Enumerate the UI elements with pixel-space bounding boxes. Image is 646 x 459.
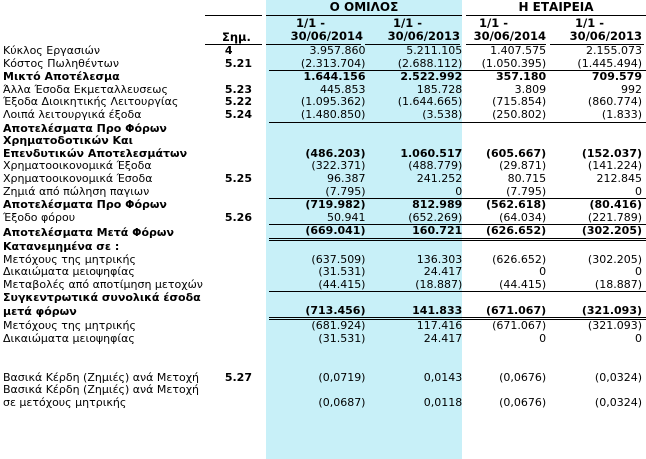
- row-value: (0,0687): [318, 395, 366, 409]
- row-value: (0,0676): [499, 370, 547, 384]
- row-label: Έξοδα Διοικητικής Λειτουργίας: [3, 96, 179, 109]
- row-label: Αποτελέσματα Προ Φόρων: [3, 198, 167, 212]
- row-value: 5.211.105: [406, 44, 463, 57]
- row-value: (0,0324): [594, 370, 642, 384]
- row-note: [225, 122, 269, 135]
- row-value: (321.093): [550, 305, 646, 319]
- row-note: [225, 292, 269, 305]
- row-label: Χρηματοοικονομικά Έξοδα: [3, 160, 152, 173]
- row-label: [0, 346, 225, 359]
- row-label: Κύκλος Εργασιών: [3, 45, 100, 57]
- row-value: (302.205): [587, 252, 642, 266]
- row-value: [550, 122, 646, 135]
- row-label: Αποτελέσματα Μετά Φόρων: [3, 225, 174, 239]
- column-header-group-2013: 1/1 - 30/06/2013: [387, 16, 460, 43]
- row-note: [225, 186, 269, 199]
- table-row: [0, 333, 646, 346]
- table-row: [0, 279, 646, 292]
- row-value: (221.789): [550, 212, 646, 225]
- row-value: (302.205): [550, 225, 646, 240]
- row-value: (669.041): [269, 225, 368, 240]
- row-value: 2.522.992: [400, 70, 463, 84]
- row-value: 0: [635, 265, 642, 279]
- row-value: 0,0143: [423, 370, 463, 384]
- row-value: 160.721: [367, 225, 464, 240]
- row-label: Δικαιώματα μειοψηφίας: [3, 266, 135, 279]
- table-row: [0, 358, 646, 384]
- row-value: [367, 239, 464, 253]
- row-label: Βασικά Κέρδη (Ζημιές) ανά Μετοχή: [3, 384, 200, 397]
- row-note: [225, 135, 269, 148]
- table-row: [0, 199, 646, 212]
- row-value: (141.224): [587, 159, 642, 173]
- row-value: (1.445.494): [550, 58, 646, 71]
- row-value: 80.715: [507, 171, 547, 185]
- row-note: 5.22: [224, 95, 252, 109]
- row-value: (322.371): [311, 159, 366, 173]
- row-value: (250.802): [464, 109, 550, 122]
- row-note: [225, 397, 269, 410]
- row-value: [464, 292, 550, 305]
- row-value: [550, 292, 646, 305]
- row-note: 5.25: [224, 171, 252, 185]
- row-label: Μικτό Αποτέλεσμα: [3, 70, 120, 84]
- row-label: Ζημιά από πώληση παγιων: [3, 185, 150, 199]
- table-row: [0, 173, 646, 186]
- row-value: 709.579: [591, 70, 642, 84]
- row-value: 812.989: [412, 198, 463, 212]
- row-value: (0,0676): [499, 395, 547, 409]
- row-value: [464, 122, 550, 135]
- row-note: [225, 71, 269, 84]
- row-note: [225, 266, 269, 279]
- row-value: 0,0118: [423, 395, 463, 409]
- row-value: 0: [539, 265, 547, 279]
- row-value: (31.531): [318, 332, 366, 346]
- row-value: 96.387: [326, 171, 366, 185]
- row-value: (44.415): [269, 279, 368, 292]
- row-value: [367, 135, 464, 148]
- table-header: [0, 0, 646, 44]
- row-value: 3.957.860: [309, 44, 366, 57]
- row-value: (0,0719): [318, 370, 366, 384]
- row-value: [367, 292, 464, 305]
- row-label: Δικαιώματα μειοψηφίας: [3, 333, 135, 346]
- row-label: Λοιπά λειτουργικά έξοδα: [3, 108, 142, 122]
- row-value: (152.037): [581, 146, 642, 160]
- row-note: [225, 346, 269, 359]
- row-value: (1.833): [550, 109, 646, 122]
- row-value: (637.509): [311, 252, 366, 266]
- row-value: (486.203): [305, 146, 366, 160]
- table-row: [0, 384, 646, 397]
- row-note: [225, 305, 269, 319]
- row-value: (18.887): [367, 279, 464, 292]
- row-value: 117.416: [416, 319, 463, 333]
- row-note: [225, 384, 269, 397]
- row-note: 5.27: [224, 370, 252, 384]
- row-value: 212.845: [596, 171, 642, 185]
- row-value: [550, 346, 646, 359]
- row-value: (626.652): [464, 225, 550, 240]
- row-value: 24.417: [423, 265, 463, 279]
- row-value: (80.416): [589, 198, 642, 212]
- row-value: (31.531): [318, 265, 366, 279]
- row-value: (1.644.665): [397, 95, 463, 109]
- row-value: [269, 122, 368, 135]
- row-value: 0: [635, 332, 642, 346]
- row-note: [225, 225, 269, 240]
- row-value: (44.415): [464, 279, 550, 292]
- row-label: Μετόχους της μητρικής: [3, 319, 136, 333]
- row-value: [550, 239, 646, 253]
- row-value: (7.795): [269, 186, 368, 199]
- row-value: (2.688.112): [367, 58, 464, 71]
- row-note: 4: [224, 44, 233, 57]
- row-value: (2.313.704): [269, 58, 368, 71]
- table-row: [0, 292, 646, 305]
- row-value: 1.644.156: [303, 70, 366, 84]
- row-value: (652.269): [367, 212, 464, 225]
- row-note: [225, 239, 269, 253]
- table-row: [0, 266, 646, 279]
- row-value: 24.417: [423, 332, 463, 346]
- row-note: [225, 199, 269, 212]
- row-label: Έξοδο φόρου: [3, 211, 76, 225]
- row-value: [367, 346, 464, 359]
- table-row: [0, 135, 646, 148]
- row-value: [550, 384, 646, 397]
- row-value: (29.871): [499, 159, 547, 173]
- row-value: (715.854): [492, 95, 547, 109]
- row-note: 5.24: [224, 108, 252, 122]
- row-value: 50.941: [269, 212, 368, 225]
- row-label: Χρηματοδοτικών Και: [3, 135, 133, 148]
- income-statement-table: [0, 45, 646, 409]
- row-label: Άλλα Έσοδα Εκμεταλλευσεως: [3, 83, 168, 96]
- row-value: [367, 384, 464, 397]
- row-value: (321.093): [587, 319, 642, 333]
- table-row: [0, 397, 646, 410]
- row-value: (671.067): [464, 305, 550, 319]
- row-value: [367, 122, 464, 135]
- table-row: [0, 109, 646, 122]
- table-row: [0, 305, 646, 319]
- row-note: 5.26: [224, 211, 252, 225]
- row-label: Μετόχους της μητρικής: [3, 253, 136, 266]
- row-label: Μεταβολές από αποτίμηση μετοχών: [3, 278, 203, 292]
- row-value: 1.407.575: [490, 44, 547, 57]
- note-column-header: Σημ.: [222, 30, 251, 44]
- row-value: (1.480.850): [269, 109, 368, 122]
- row-label: Κόστος Πωληθέντων: [3, 57, 119, 71]
- row-value: [464, 239, 550, 253]
- row-value: [464, 346, 550, 359]
- row-value: [269, 292, 368, 305]
- row-value: (626.652): [492, 252, 547, 266]
- row-value: 185.728: [416, 82, 463, 96]
- table-row: [0, 346, 646, 359]
- header-rule: [205, 15, 262, 16]
- table-row: [0, 45, 646, 58]
- row-note: [225, 148, 269, 161]
- table-row: [0, 186, 646, 199]
- table-row: [0, 71, 646, 84]
- table-row: [0, 122, 646, 135]
- row-value: [464, 384, 550, 397]
- row-value: 0: [539, 332, 547, 346]
- row-label: Αποτελέσματα Προ Φόρων: [3, 122, 167, 135]
- row-label: Συγκεντρωτικά συνολικά έσοδα: [3, 291, 201, 305]
- row-value: 141.833: [367, 305, 464, 319]
- row-value: 3.809: [514, 82, 547, 96]
- table-row: [0, 239, 646, 253]
- row-value: (562.618): [485, 198, 547, 212]
- row-value: (713.456): [269, 305, 368, 319]
- row-value: (860.774): [587, 95, 642, 109]
- row-value: (488.779): [408, 159, 463, 173]
- column-header-company-2013: 1/1 - 30/06/2013: [569, 16, 642, 43]
- row-note: [225, 333, 269, 346]
- row-label: σε μετόχους μητρικής: [3, 396, 127, 409]
- row-label: Επενδυτικών Αποτελεσμάτων: [3, 147, 188, 160]
- row-value: 136.303: [416, 252, 463, 266]
- row-note: [225, 279, 269, 292]
- row-value: 0: [367, 186, 464, 199]
- row-label: Βασικά Κέρδη (Ζημιές) ανά Μετοχή: [3, 370, 200, 384]
- company-header: Η ΕΤΑΙΡΕΙΑ: [466, 0, 646, 16]
- row-label: μετά φόρων: [3, 305, 77, 319]
- row-note: 5.23: [224, 82, 252, 96]
- row-value: 992: [621, 82, 642, 96]
- table-row: [0, 160, 646, 173]
- row-value: (681.924): [311, 319, 366, 333]
- row-value: (18.887): [550, 279, 646, 292]
- row-label: Χρηματοοικονομικά Έσοδα: [3, 172, 153, 185]
- table-row: [0, 212, 646, 225]
- row-note: 5.21: [224, 57, 252, 71]
- row-value: [464, 135, 550, 148]
- row-value: 0: [550, 186, 646, 199]
- row-value: 1.060.517: [400, 146, 463, 160]
- row-value: (1.050.395): [464, 58, 550, 71]
- group-header: Ο ΟΜΙΛΟΣ: [266, 0, 462, 16]
- row-value: 2.155.073: [586, 44, 642, 57]
- row-value: (605.667): [485, 146, 547, 160]
- row-value: 241.252: [416, 171, 463, 185]
- row-label: Κατανεμημένα σε :: [3, 239, 120, 253]
- row-note: [225, 254, 269, 267]
- row-value: [269, 346, 368, 359]
- table-row: [0, 225, 646, 240]
- column-header-company-2014: 1/1 - 30/06/2014: [473, 16, 546, 43]
- row-value: [550, 135, 646, 148]
- column-header-group-2014: 1/1 - 30/06/2014: [290, 16, 363, 43]
- table-row: [0, 58, 646, 71]
- row-value: (3.538): [367, 109, 464, 122]
- row-value: (0,0324): [594, 395, 642, 409]
- row-value: (1.095.362): [300, 95, 366, 109]
- row-value: (719.982): [305, 198, 366, 212]
- row-value: 357.180: [496, 70, 547, 84]
- row-value: [269, 239, 368, 253]
- row-value: 445.853: [319, 82, 366, 96]
- row-value: (64.034): [464, 212, 550, 225]
- row-value: [269, 135, 368, 148]
- row-value: (7.795): [464, 186, 550, 199]
- row-note: [225, 319, 269, 333]
- table-row: [0, 319, 646, 333]
- row-value: (671.067): [492, 319, 547, 333]
- row-value: [269, 384, 368, 397]
